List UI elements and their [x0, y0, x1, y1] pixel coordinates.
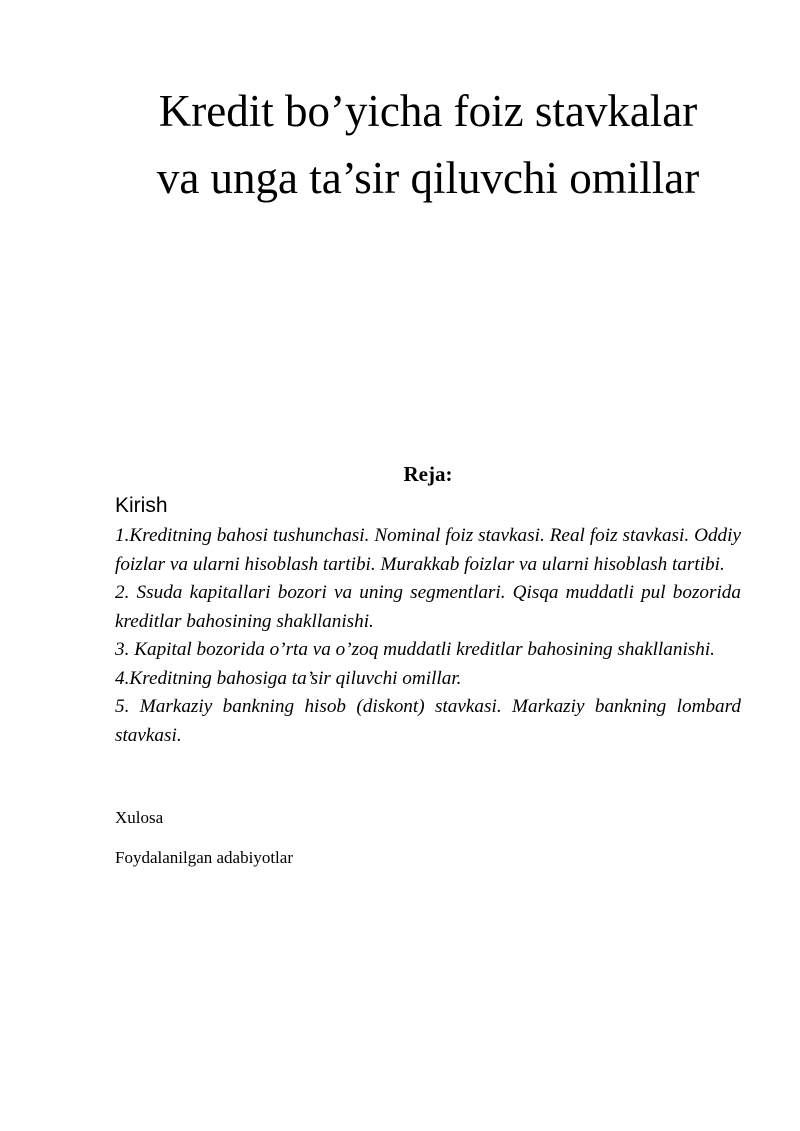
plan-heading: Reja: [403, 462, 453, 486]
document-title [110, 78, 746, 212]
references-label: Foydalanilgan adabiyotlar [115, 848, 293, 867]
plan-item-2: 2. Ssuda kapitallari bozori va uning segmentlari. Qisqa muddatli pul bozorida kreditlar bahosining shakllanishi. [115, 582, 741, 632]
plan-item-4: 4.Kreditning bahosiga ta’sir qiluvchi omillar. [115, 667, 462, 689]
plan-item-3: 3. Kapital bozorida o’rta va o’zoq muddatli kreditlar bahosining shakllanishi. [115, 639, 715, 660]
plan-list [115, 522, 741, 750]
conclusion-label: Xulosa [115, 808, 164, 827]
title-line-2: va unga ta’sir qiluvchi omillar [156, 153, 700, 203]
plan-item-1: 1.Kreditning bahosi tushunchasi. Nominal foiz stavkasi. Real foiz stavkasi. Oddiy foizlar va ularni hisoblash tartibi. Murakkab foizlar va ularni hisoblash tartibi. [115, 525, 741, 575]
intro-label: Kirish [115, 494, 168, 517]
plan-item-5: 5. Markaziy bankning hisob (diskont) stavkasi. Markaziy bankning lombard stavkasi. [115, 696, 741, 746]
title-line-1: Kredit bo’yicha foiz stavkalar [158, 86, 698, 136]
